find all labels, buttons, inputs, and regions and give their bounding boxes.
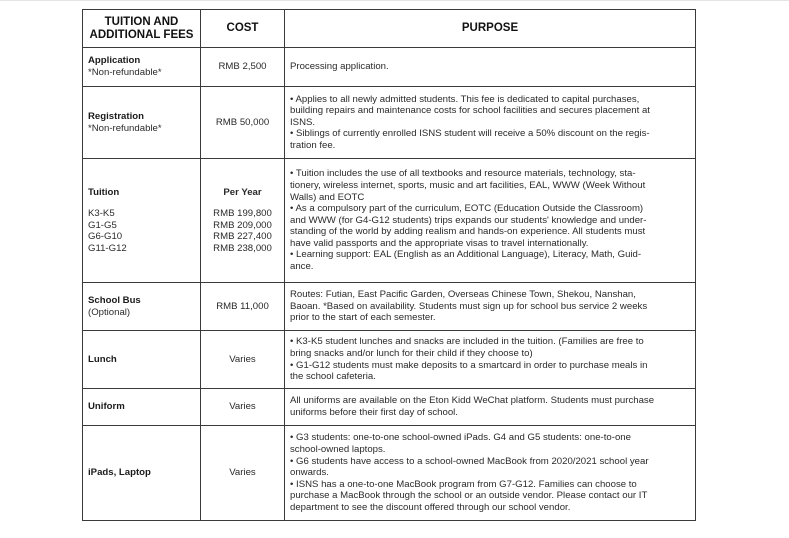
purpose-line: • G3 students: one-to-one school-owned iPads. G4 and G5 students: one-to-one [290, 432, 631, 444]
header-fees: TUITION AND ADDITIONAL FEES [83, 10, 201, 48]
page-top-rule [0, 0, 789, 1]
per-year-label: Per Year [223, 186, 262, 198]
fee-cell-lunch [83, 331, 201, 389]
tuition-cost: RMB 238,000 [213, 242, 272, 254]
purpose-line: ISNS. [290, 116, 316, 128]
tuition-cost: RMB 227,400 [213, 231, 272, 243]
fee-name-registration: Registration [88, 110, 144, 122]
purpose-line: • Learning support: EAL (English as an Additional Language), Literacy, Math, Guid- [290, 249, 642, 261]
table-row-lunch [83, 331, 696, 389]
purpose-line: onwards. [290, 467, 329, 479]
tuition-grade: G1-G5 [88, 219, 117, 231]
fees-table-container [82, 9, 695, 521]
purpose-line: • ISNS has a one-to-one MacBook program from G7-G12. Families can choose to [290, 478, 637, 490]
purpose-line: Walls) and EOTC [290, 191, 365, 203]
fee-cell-bus [83, 283, 201, 331]
purpose-line: building repairs and maintenance costs for school facilities and secures placement at [290, 105, 650, 117]
purpose-line: standing of the world by adding realism and hands-on experience. All students must [290, 226, 646, 238]
purpose-line: Routes: Futian, East Pacific Garden, Overseas Chinese Town, Shekou, Nanshan, [290, 289, 636, 301]
fee-cell-application [83, 48, 201, 87]
purpose-line: • K3-K5 student lunches and snacks are included in the tuition. (Families are free to [290, 336, 644, 348]
fee-name-application: Application [88, 55, 141, 67]
cost-bus: RMB 11,000 [201, 283, 285, 331]
purpose-ipads [285, 426, 696, 521]
purpose-registration [285, 87, 696, 159]
purpose-line: • G6 students have access to a school-owned MacBook from 2020/2021 school year [290, 455, 649, 467]
cost-tuition [201, 159, 285, 283]
purpose-line: school-owned laptops. [290, 444, 386, 456]
purpose-line: department to see the discount offered through our school vendor. [290, 501, 571, 513]
fee-note-bus: (Optional) [88, 306, 131, 318]
fee-cell-registration [83, 87, 201, 159]
table-row-uniform [83, 389, 696, 426]
purpose-line: ance. [290, 261, 314, 273]
purpose-uniform [285, 389, 696, 426]
fee-note-application: *Non-refundable* [88, 67, 162, 78]
purpose-line: • Tuition includes the use of all textbooks and resource materials, technology, sta- [290, 168, 636, 180]
purpose-lunch [285, 331, 696, 389]
cost-registration: RMB 50,000 [201, 87, 285, 159]
fee-name-lunch: Lunch [88, 353, 117, 365]
tuition-grade: G11-G12 [88, 242, 127, 254]
cost-lunch: Varies [201, 331, 285, 389]
fee-name-bus: School Bus [88, 294, 141, 306]
purpose-line: Processing application. [290, 61, 389, 73]
purpose-line: prior to the start of each semester. [290, 312, 436, 324]
table-row-tuition [83, 159, 696, 283]
purpose-line: bring snacks and/or lunch for their child if they choose to) [290, 347, 533, 359]
cost-ipads: Varies [201, 426, 285, 521]
tuition-cost: RMB 199,800 [213, 208, 272, 220]
table-row-registration [83, 87, 696, 159]
table-row-bus [83, 283, 696, 331]
fees-table [82, 9, 696, 521]
purpose-line: • Applies to all newly admitted students. This fee is dedicated to capital purchases, [290, 93, 640, 105]
table-row-application [83, 48, 696, 87]
header-row [83, 10, 696, 48]
fee-cell-tuition [83, 159, 201, 283]
purpose-application [285, 48, 696, 87]
header-cost: COST [201, 10, 285, 48]
header-purpose: PURPOSE [285, 10, 696, 48]
fee-name-tuition: Tuition [88, 186, 120, 198]
fee-cell-ipads [83, 426, 201, 521]
purpose-tuition [285, 159, 696, 283]
table-row-ipads [83, 426, 696, 521]
purpose-line: tration fee. [290, 139, 336, 151]
cost-application: RMB 2,500 [201, 48, 285, 87]
fee-name-ipads: iPads, Laptop [88, 467, 151, 479]
tuition-cost: RMB 209,000 [213, 219, 272, 231]
purpose-line: All uniforms are available on the Eton Kidd WeChat platform. Students must purchase [290, 395, 655, 407]
purpose-line: Baoan. *Based on availability. Students must sign up for school bus service 2 weeks [290, 300, 648, 312]
fee-name-uniform: Uniform [88, 401, 125, 413]
purpose-line: and WWW (for G4-G12 students) trips expands our students' knowledge and under- [290, 214, 647, 226]
fee-note-registration: *Non-refundable* [88, 122, 162, 134]
tuition-grade: K3-K5 [88, 208, 115, 220]
purpose-line: purchase a MacBook through the school or an outside vendor. Please contact our IT [290, 490, 648, 502]
purpose-line: • G1-G12 students must make deposits to a smartcard in order to purchase meals in [290, 359, 648, 371]
fee-cell-uniform [83, 389, 201, 426]
purpose-line: • Siblings of currently enrolled ISNS student will receive a 50% discount on the regis- [290, 128, 650, 140]
purpose-line: have valid passports and the appropriate visas to travel internationally. [290, 237, 589, 249]
purpose-line: uniforms before their first day of school. [290, 407, 458, 418]
purpose-bus [285, 283, 696, 331]
tuition-grade: G6-G10 [88, 231, 123, 243]
purpose-line: tionery, wireless internet, sports, music and art facilities, EAL, WWW (Week Without [290, 179, 646, 191]
purpose-line: the school cafeteria. [290, 371, 376, 383]
cost-uniform: Varies [201, 389, 285, 426]
purpose-line: • As a compulsory part of the curriculum, EOTC (Education Outside the Classroom) [290, 203, 644, 215]
